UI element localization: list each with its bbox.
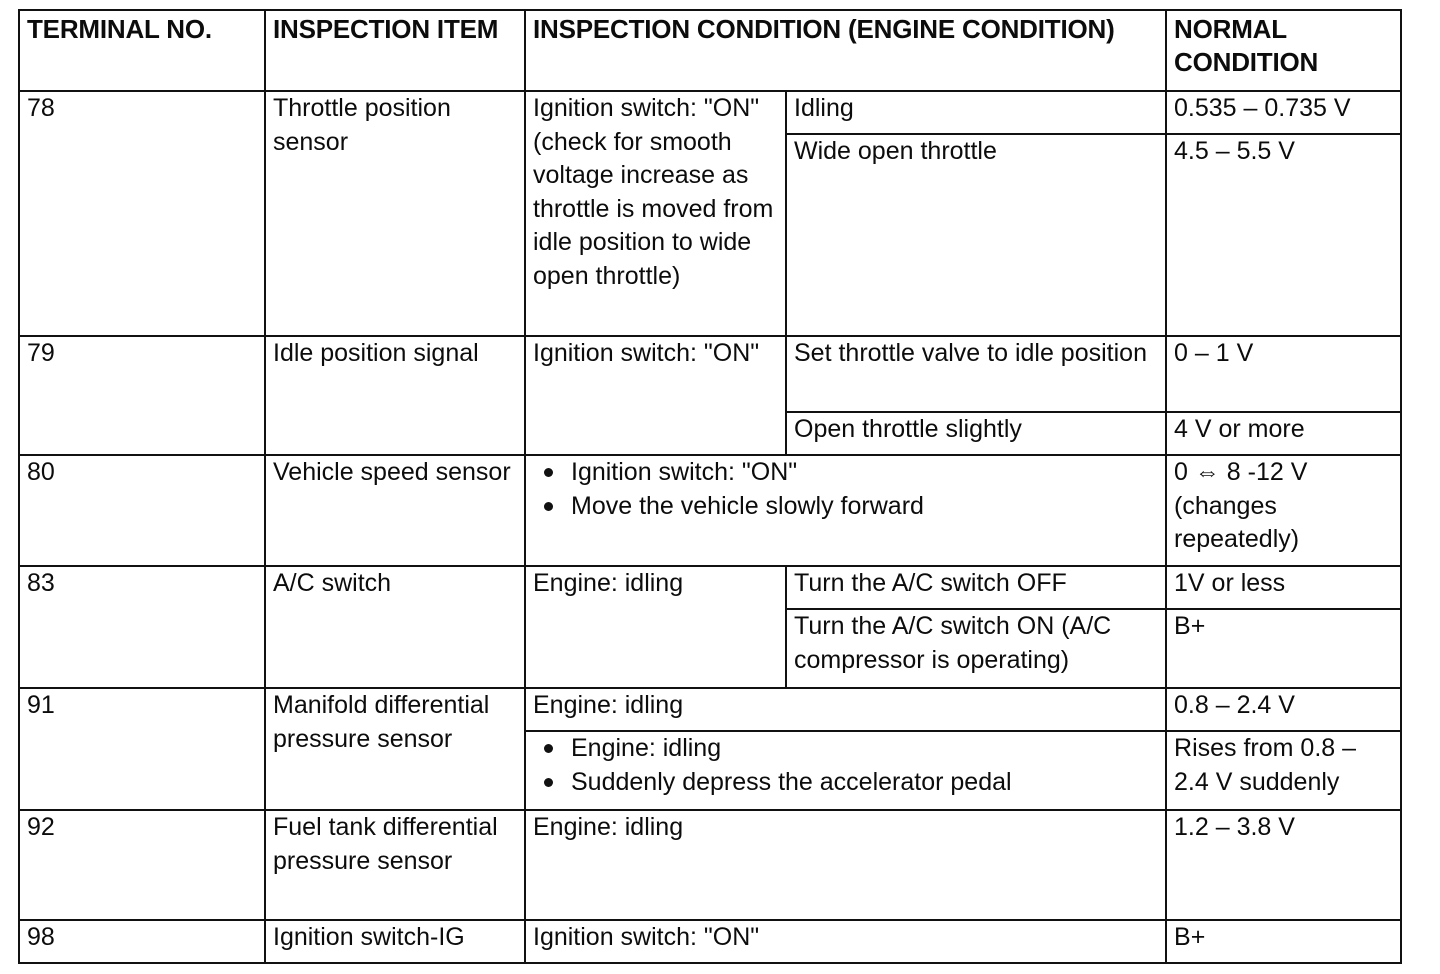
condition-cell: Ignition switch: "ON" (525, 336, 786, 455)
inspection-item-cell: A/C switch (265, 566, 525, 688)
table-row (19, 810, 1401, 920)
normal-condition-cell: B+ (1166, 920, 1401, 963)
header-inspection-item: INSPECTION ITEM (265, 10, 525, 91)
list-item (533, 456, 1159, 490)
normal-condition-cell: 1.2 – 3.8 V (1166, 810, 1401, 920)
header-normal-condition: NORMAL CONDITION (1166, 10, 1401, 91)
terminal-cell: 80 (19, 455, 265, 566)
engine-state-cell: Wide open throttle (786, 134, 1166, 336)
terminal-cell: 98 (19, 920, 265, 963)
normal-condition-cell: 4.5 – 5.5 V (1166, 134, 1401, 336)
inspection-item-cell: Manifold differential pressure sensor (265, 688, 525, 810)
inspection-item-cell: Vehicle speed sensor (265, 455, 525, 566)
list-item (533, 490, 1159, 524)
normal-condition-cell: 1V or less (1166, 566, 1401, 609)
engine-state-cell: Set throttle valve to idle position (786, 336, 1166, 412)
terminal-cell: 91 (19, 688, 265, 810)
inspection-item-cell: Throttle position sensor (265, 91, 525, 336)
normal-condition-cell: 0.535 – 0.735 V (1166, 91, 1401, 134)
bullet-icon (544, 778, 553, 787)
engine-state-cell: Open throttle slightly (786, 412, 1166, 455)
condition-cell (525, 455, 1166, 566)
normal-condition-cell: Rises from 0.8 – 2.4 V suddenly (1166, 731, 1401, 810)
condition-cell: Ignition switch: "ON" (525, 920, 1166, 963)
table-header-row (19, 10, 1401, 91)
bullet-text: Suddenly depress the accelerator pedal (571, 767, 1012, 796)
header-terminal-no: TERMINAL NO. (19, 10, 265, 91)
table-row (19, 336, 1401, 412)
inspection-item-cell: Fuel tank differential pressure sensor (265, 810, 525, 920)
table-row (19, 455, 1401, 566)
bullet-icon (544, 468, 553, 477)
list-item (533, 766, 1159, 800)
normal-condition-cell: 0.8 – 2.4 V (1166, 688, 1401, 731)
condition-cell (525, 731, 1166, 810)
header-inspection-condition: INSPECTION CONDITION (ENGINE CONDITION) (525, 10, 1166, 91)
condition-cell: Engine: idling (525, 566, 786, 688)
normal-condition-cell: 0 – 1 V (1166, 336, 1401, 412)
engine-state-cell: Idling (786, 91, 1166, 134)
bullet-text: Engine: idling (571, 734, 722, 762)
bullet-icon (544, 502, 553, 511)
terminal-cell: 78 (19, 91, 265, 336)
condition-cell: Engine: idling (525, 810, 1166, 920)
inspection-table (18, 9, 1402, 964)
condition-bullet-list (533, 732, 1159, 799)
condition-cell: Ignition switch: "ON" (check for smooth voltage increase as throttle is moved from idle position to wide open throttle) (525, 91, 786, 336)
terminal-cell: 92 (19, 810, 265, 920)
list-item (533, 732, 1159, 766)
inspection-item-cell: Idle position signal (265, 336, 525, 455)
terminal-cell: 83 (19, 566, 265, 688)
table-row (19, 566, 1401, 609)
condition-cell: Engine: idling (525, 688, 1166, 731)
normal-condition-cell: 0 ⇔ 8 -12 V (changes repeatedly) (1166, 455, 1401, 566)
condition-bullet-list (533, 456, 1159, 523)
engine-state-cell: Turn the A/C switch ON (A/C compressor is operating) (786, 609, 1166, 688)
terminal-cell: 79 (19, 336, 265, 455)
bullet-text: Move the vehicle slowly forward (571, 491, 924, 520)
inspection-item-cell: Ignition switch-IG (265, 920, 525, 963)
table-row (19, 91, 1401, 134)
bullet-icon (544, 744, 553, 753)
normal-condition-cell: 4 V or more (1166, 412, 1401, 455)
engine-state-cell: Turn the A/C switch OFF (786, 566, 1166, 609)
table-row (19, 920, 1401, 963)
normal-condition-cell: B+ (1166, 609, 1401, 688)
table-row (19, 688, 1401, 731)
bullet-text: Ignition switch: "ON" (571, 458, 798, 486)
